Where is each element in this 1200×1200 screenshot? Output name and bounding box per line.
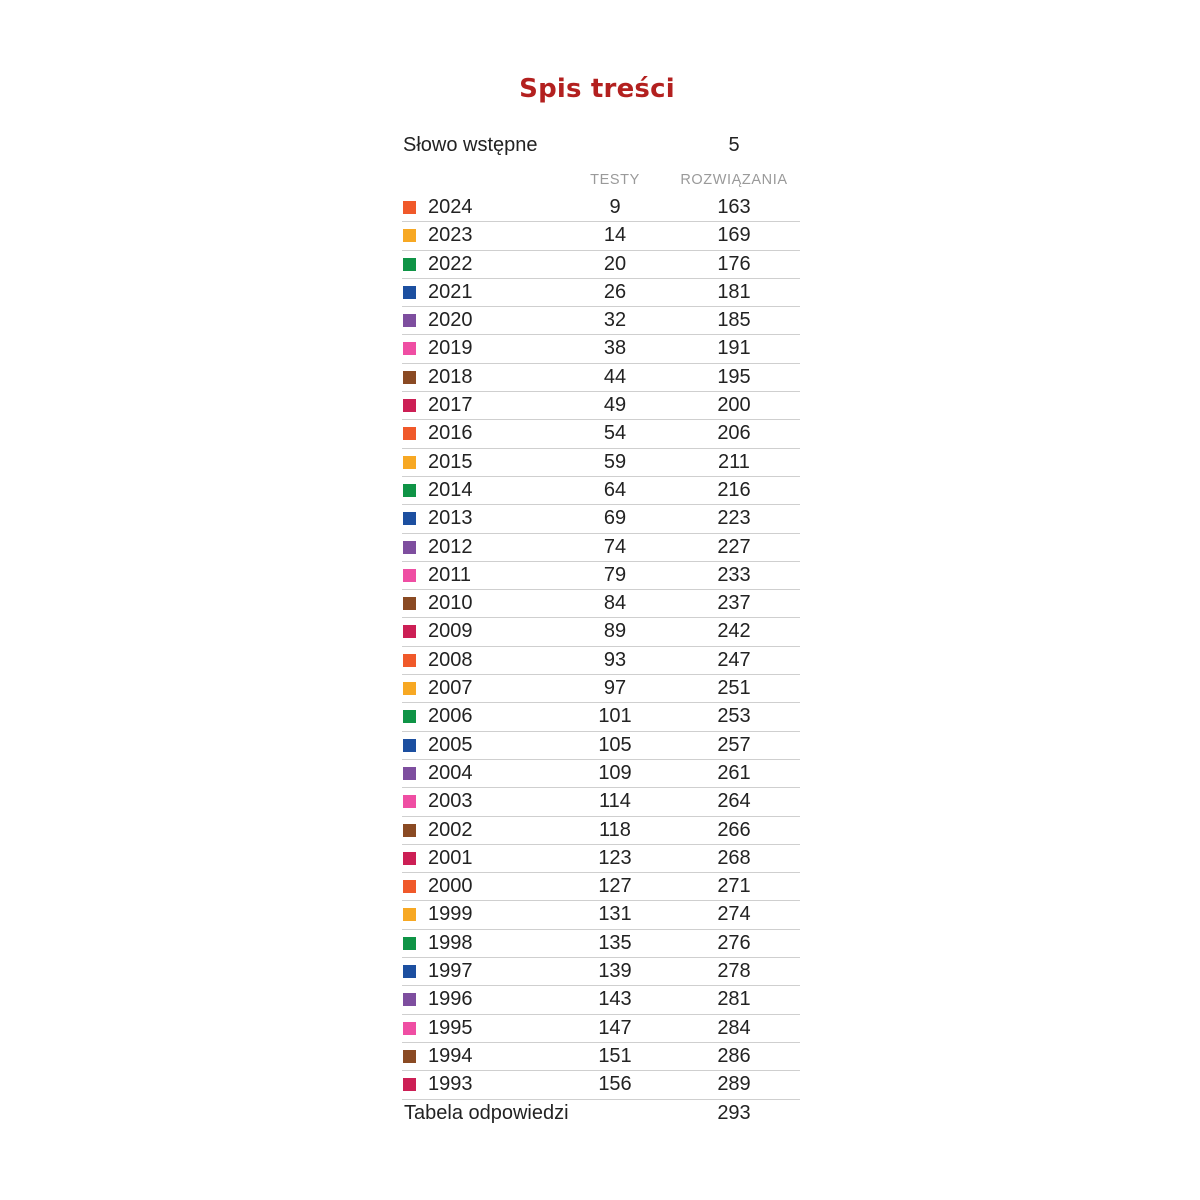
- preface-entry[interactable]: [402, 132, 800, 164]
- year-label: 2006: [428, 705, 473, 728]
- color-square-icon: [403, 993, 416, 1006]
- color-square-icon: [403, 456, 416, 469]
- tests-page-number: 54: [603, 422, 627, 445]
- color-square-icon: [403, 908, 416, 921]
- table-row[interactable]: [402, 477, 800, 505]
- tests-page-number: 109: [598, 761, 632, 784]
- solutions-page-number: 216: [717, 478, 751, 501]
- tests-page-number: 84: [603, 592, 627, 615]
- color-square-icon: [403, 682, 416, 695]
- table-row[interactable]: [402, 703, 800, 731]
- tests-page-number: 26: [603, 280, 627, 303]
- tests-page-number: 156: [598, 1073, 632, 1096]
- table-row[interactable]: [402, 732, 800, 760]
- color-square-icon: [403, 824, 416, 837]
- year-label: 2003: [428, 790, 473, 813]
- table-row[interactable]: [402, 1043, 800, 1071]
- year-label: 2000: [428, 875, 473, 898]
- table-row[interactable]: [402, 251, 800, 279]
- solutions-page-number: 274: [717, 903, 751, 926]
- year-label: 2016: [428, 422, 473, 445]
- tests-page-number: 135: [598, 931, 632, 954]
- color-square-icon: [403, 427, 416, 440]
- table-row[interactable]: [402, 364, 800, 392]
- tests-page-number: 151: [598, 1044, 632, 1067]
- solutions-page-number: 276: [717, 931, 751, 954]
- table-row[interactable]: [402, 534, 800, 562]
- color-square-icon: [403, 569, 416, 582]
- color-square-icon: [403, 371, 416, 384]
- solutions-page-number: 261: [717, 761, 751, 784]
- year-list: [402, 194, 800, 1100]
- table-row[interactable]: [402, 901, 800, 929]
- color-square-icon: [403, 512, 416, 525]
- solutions-page-number: 181: [717, 280, 751, 303]
- tests-page-number: 79: [603, 563, 627, 586]
- solutions-page-number: 211: [718, 450, 750, 473]
- table-row[interactable]: [402, 845, 800, 873]
- year-label: 2013: [428, 507, 473, 530]
- solutions-page-number: 251: [717, 677, 751, 700]
- color-square-icon: [403, 314, 416, 327]
- solutions-page-number: 176: [717, 252, 751, 275]
- tests-column-header: TESTY: [590, 172, 640, 188]
- solutions-page-number: 169: [717, 224, 751, 247]
- color-square-icon: [403, 1050, 416, 1063]
- solutions-page-number: 242: [717, 620, 751, 643]
- solutions-page-number: 227: [717, 535, 751, 558]
- solutions-page-number: 257: [717, 733, 751, 756]
- solutions-page-number: 247: [717, 648, 751, 671]
- solutions-page-number: 233: [717, 563, 751, 586]
- solutions-page-number: 206: [717, 422, 751, 445]
- answers-table-label: Tabela odpowiedzi: [404, 1101, 569, 1124]
- table-row[interactable]: [402, 788, 800, 816]
- table-row[interactable]: [402, 222, 800, 250]
- tests-page-number: 101: [598, 705, 632, 728]
- solutions-page-number: 284: [717, 1016, 751, 1039]
- color-square-icon: [403, 795, 416, 808]
- tests-page-number: 147: [598, 1016, 632, 1039]
- solutions-page-number: 286: [717, 1044, 751, 1067]
- year-label: 2010: [428, 592, 473, 615]
- color-square-icon: [403, 880, 416, 893]
- tests-page-number: 74: [603, 535, 627, 558]
- tests-page-number: 105: [598, 733, 632, 756]
- year-label: 2020: [428, 309, 473, 332]
- color-square-icon: [403, 937, 416, 950]
- color-square-icon: [403, 1022, 416, 1035]
- year-label: 2002: [428, 818, 473, 841]
- color-square-icon: [403, 710, 416, 723]
- solutions-page-number: 195: [717, 365, 751, 388]
- color-square-icon: [403, 342, 416, 355]
- tests-page-number: 143: [598, 988, 632, 1011]
- year-label: 2012: [428, 535, 473, 558]
- table-row[interactable]: [402, 562, 800, 590]
- year-label: 1995: [428, 1016, 473, 1039]
- answers-table-entry[interactable]: [402, 1100, 800, 1130]
- color-square-icon: [403, 767, 416, 780]
- table-row[interactable]: [402, 1015, 800, 1043]
- color-square-icon: [403, 399, 416, 412]
- tests-page-number: 131: [598, 903, 632, 926]
- table-row[interactable]: [402, 590, 800, 618]
- year-label: 2015: [428, 450, 473, 473]
- table-row[interactable]: [402, 873, 800, 901]
- color-square-icon: [403, 201, 416, 214]
- color-square-icon: [403, 654, 416, 667]
- table-row[interactable]: [402, 760, 800, 788]
- table-row[interactable]: [402, 307, 800, 335]
- tests-page-number: 69: [603, 507, 627, 530]
- solutions-page-number: 237: [717, 592, 751, 615]
- solutions-page-number: 191: [717, 337, 751, 360]
- tests-page-number: 123: [598, 846, 632, 869]
- table-row[interactable]: [402, 449, 800, 477]
- tests-page-number: 59: [603, 450, 627, 473]
- table-row[interactable]: [402, 930, 800, 958]
- color-square-icon: [403, 286, 416, 299]
- table-row[interactable]: [402, 392, 800, 420]
- year-label: 2022: [428, 252, 473, 275]
- year-label: 1996: [428, 988, 473, 1011]
- solutions-page-number: 281: [717, 988, 751, 1011]
- tests-page-number: 14: [603, 224, 627, 247]
- year-label: 2014: [428, 478, 473, 501]
- tests-page-number: 114: [599, 790, 631, 813]
- table-row[interactable]: [402, 279, 800, 307]
- tests-page-number: 32: [603, 309, 627, 332]
- year-label: 2009: [428, 620, 473, 643]
- year-label: 2001: [428, 846, 473, 869]
- year-label: 2004: [428, 761, 473, 784]
- table-row[interactable]: [402, 986, 800, 1014]
- year-label: 2007: [428, 677, 473, 700]
- table-of-contents: [402, 132, 800, 1130]
- table-row[interactable]: [402, 420, 800, 448]
- color-square-icon: [403, 484, 416, 497]
- solutions-page-number: 253: [717, 705, 751, 728]
- tests-page-number: 49: [603, 394, 627, 417]
- tests-page-number: 44: [603, 365, 627, 388]
- year-label: 2005: [428, 733, 473, 756]
- color-square-icon: [403, 597, 416, 610]
- tests-page-number: 93: [603, 648, 627, 671]
- tests-page-number: 97: [603, 677, 627, 700]
- tests-page-number: 9: [609, 196, 621, 218]
- year-label: 2008: [428, 648, 473, 671]
- tests-page-number: 139: [598, 960, 632, 983]
- table-row[interactable]: [402, 618, 800, 646]
- year-label: 2011: [428, 563, 472, 586]
- answers-table-page-number: 293: [717, 1101, 751, 1124]
- year-label: 2023: [428, 224, 473, 247]
- year-label: 1993: [428, 1073, 473, 1096]
- table-row[interactable]: [402, 194, 800, 222]
- table-row[interactable]: [402, 505, 800, 533]
- tests-page-number: 64: [603, 478, 627, 501]
- tests-page-number: 20: [603, 252, 627, 275]
- solutions-page-number: 223: [717, 507, 751, 530]
- solutions-page-number: 271: [717, 875, 751, 898]
- solutions-page-number: 264: [717, 790, 751, 813]
- color-square-icon: [403, 739, 416, 752]
- table-row[interactable]: [402, 817, 800, 845]
- table-row[interactable]: [402, 958, 800, 986]
- tests-page-number: 38: [603, 337, 627, 360]
- table-row[interactable]: [402, 1071, 800, 1099]
- solutions-page-number: 278: [717, 960, 751, 983]
- color-square-icon: [403, 852, 416, 865]
- tests-page-number: 127: [598, 875, 632, 898]
- year-label: 2019: [428, 337, 473, 360]
- year-label: 1998: [428, 931, 473, 954]
- preface-page-number: 5: [728, 134, 740, 156]
- table-row[interactable]: [402, 675, 800, 703]
- color-square-icon: [403, 258, 416, 271]
- color-square-icon: [403, 541, 416, 554]
- year-label: 1997: [428, 960, 473, 983]
- solutions-page-number: 268: [717, 846, 751, 869]
- tests-page-number: 118: [599, 818, 631, 841]
- year-label: 2024: [428, 196, 473, 218]
- color-square-icon: [403, 1078, 416, 1091]
- year-label: 2021: [428, 280, 473, 303]
- solutions-page-number: 185: [717, 309, 751, 332]
- solutions-page-number: 289: [717, 1073, 751, 1096]
- solutions-page-number: 266: [717, 818, 751, 841]
- solutions-page-number: 200: [717, 394, 751, 417]
- table-row[interactable]: [402, 647, 800, 675]
- year-label: 1994: [428, 1044, 473, 1067]
- year-label: 2018: [428, 365, 473, 388]
- column-headers: [402, 164, 800, 194]
- preface-label: Słowo wstępne: [403, 134, 538, 156]
- solutions-page-number: 163: [717, 196, 751, 218]
- year-label: 1999: [428, 903, 473, 926]
- table-row[interactable]: [402, 335, 800, 363]
- color-square-icon: [403, 229, 416, 242]
- tests-page-number: 89: [603, 620, 627, 643]
- color-square-icon: [403, 965, 416, 978]
- color-square-icon: [403, 625, 416, 638]
- page-title: Spis treści: [519, 74, 675, 104]
- year-label: 2017: [428, 394, 473, 417]
- solutions-column-header: ROZWIĄZANIA: [680, 172, 788, 188]
